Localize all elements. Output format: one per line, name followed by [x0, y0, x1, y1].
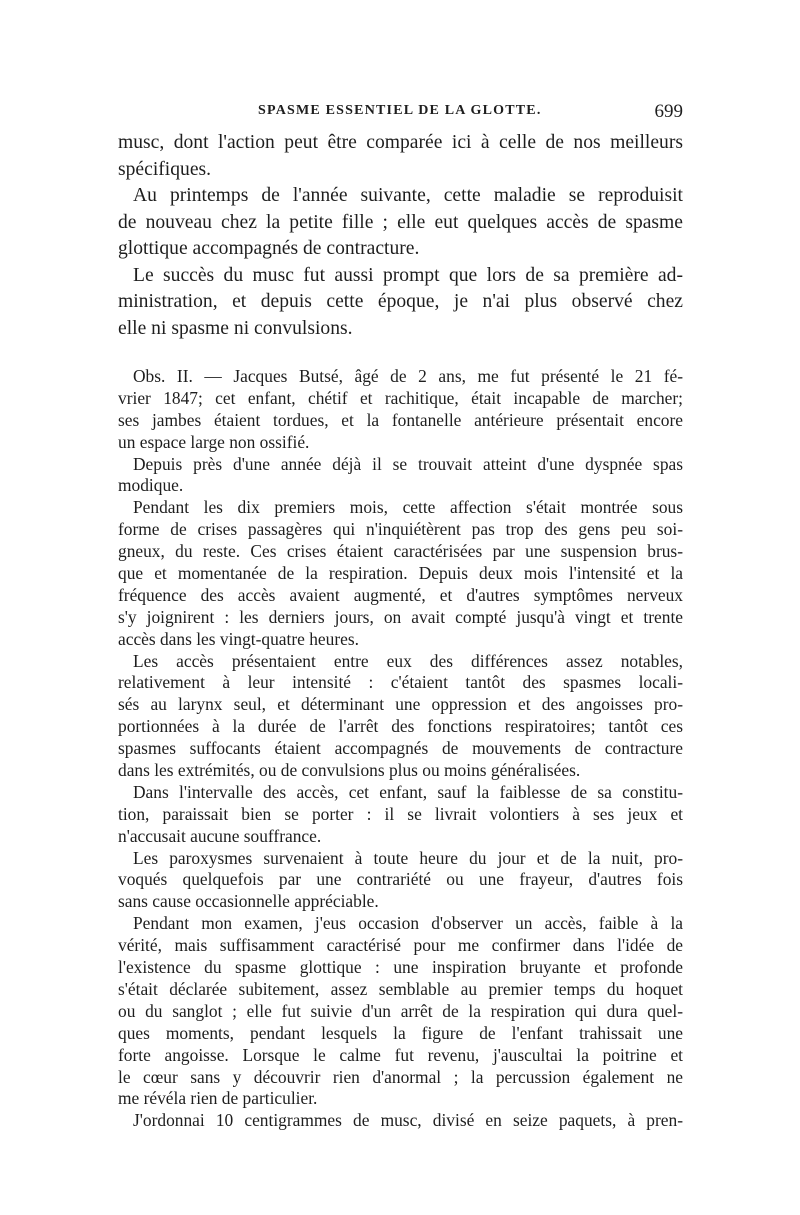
text-line: ses jambes étaient tordues, et la fontanelle antérieure présentait encore: [118, 409, 683, 430]
text-line: Au printemps de l'année suivante, cette maladie se reproduisit: [133, 185, 683, 206]
text-line: tion, paraissait bien se porter : il se livrait volontiers à ses jeux et: [118, 803, 683, 824]
text-line: voqués quelquefois par une contrariété ou une frayeur, d'autres fois: [118, 869, 683, 890]
text-line: s'y joignirent : les derniers jours, on avait compté jusqu'à vingt et trente: [118, 606, 683, 627]
text-line: un espace large non ossifié.: [118, 431, 310, 452]
page-number: 699: [654, 101, 683, 122]
text-line: sans cause occasionnelle appréciable.: [118, 891, 379, 912]
text-line: elle ni spasme ni convulsions.: [118, 317, 353, 339]
text-line: n'accusait aucune souffrance.: [118, 825, 322, 846]
running-title: SPASME ESSENTIEL DE LA GLOTTE.: [258, 103, 542, 118]
text-line: gneux, du reste. Ces crises étaient caractérisées par une suspension brus-: [118, 541, 683, 562]
text-line: Obs. II. — Jacques Butsé, âgé de 2 ans, me fut présenté le 21 fé-: [133, 366, 683, 386]
text-line: modique.: [118, 475, 184, 496]
text-line: musc, dont l'action peut être comparée ici à celle de nos meilleurs: [118, 132, 683, 153]
text-line: J'ordonnai 10 centigrammes de musc, divisé en seize paquets, à pren-: [133, 1110, 683, 1131]
text-line: spasmes suffocants étaient accompagnés de mouvements de contracture: [118, 738, 683, 759]
text-line: relativement à leur intensité : c'étaient tantôt des spasmes locali-: [118, 672, 683, 693]
text-line: Les paroxysmes survenaient à toute heure du jour et de la nuit, pro-: [133, 847, 683, 868]
text-line: Le succès du musc fut aussi prompt que lors de sa première ad-: [133, 264, 683, 286]
text-line: Pendant mon examen, j'eus occasion d'observer un accès, faible à la: [133, 913, 683, 934]
page-header: [118, 101, 683, 125]
text-line: portionnées à la durée de l'arrêt des fonctions respiratoires; tantôt ces: [118, 716, 683, 737]
text-line: que et momentanée de la respiration. Depuis deux mois l'intensité et la: [118, 563, 683, 584]
text-line: spécifiques.: [118, 158, 212, 180]
text-line: sés au larynx seul, et déterminant une oppression et des angoisses pro-: [118, 694, 683, 715]
text-line: le cœur sans y découvrir rien d'anormal ; la percussion également ne: [118, 1066, 683, 1087]
text-line: vrier 1847; cet enfant, chétif et rachitique, était incapable de marcher;: [118, 387, 683, 408]
text-line: Les accès présentaient entre eux des différences assez notables,: [133, 650, 683, 671]
text-line: Depuis près d'une année déjà il se trouvait atteint d'une dyspnée spas: [133, 453, 683, 474]
text-line: s'était déclarée subitement, assez semblable au premier temps du hoquet: [118, 978, 683, 999]
text-line: Dans l'intervalle des accès, cet enfant, sauf la faiblesse de sa constitu-: [133, 781, 683, 802]
text-line: l'existence du spasme glottique : une inspiration bruyante et profonde: [118, 957, 683, 978]
text-line: forme de crises passagères qui n'inquiétèrent pas trop des gens peu soi-: [118, 519, 683, 540]
text-line: me révéla rien de particulier.: [118, 1088, 318, 1109]
text-line: glottique accompagnés de contracture.: [118, 238, 420, 259]
text-line: dans les extrémités, ou de convulsions plus ou moins généralisées.: [118, 760, 581, 781]
text-line: ques moments, pendant lesquels la figure de l'enfant trahissait une: [118, 1022, 683, 1043]
text-line: vérité, mais suffisamment caractérisé pour me confirmer dans l'idée de: [118, 935, 683, 956]
text-line: forte angoisse. Lorsque le calme fut revenu, j'auscultai la poitrine et: [118, 1044, 683, 1065]
text-line: Pendant les dix premiers mois, cette affection s'était montrée sous: [133, 497, 683, 518]
text-line: fréquence des accès avaient augmenté, et d'autres symptômes nerveux: [118, 584, 683, 605]
main-text: [118, 130, 683, 342]
observation-text: [118, 366, 683, 1132]
text-line: de nouveau chez la petite fille ; elle eut quelques accès de spasme: [118, 211, 683, 233]
text-line: accès dans les vingt-quatre heures.: [118, 628, 359, 649]
text-line: ministration, et depuis cette époque, je n'ai plus observé chez: [118, 291, 683, 312]
text-line: ou du sanglot ; elle fut suivie d'un arrêt de la respiration qui dura quel-: [118, 1000, 683, 1021]
